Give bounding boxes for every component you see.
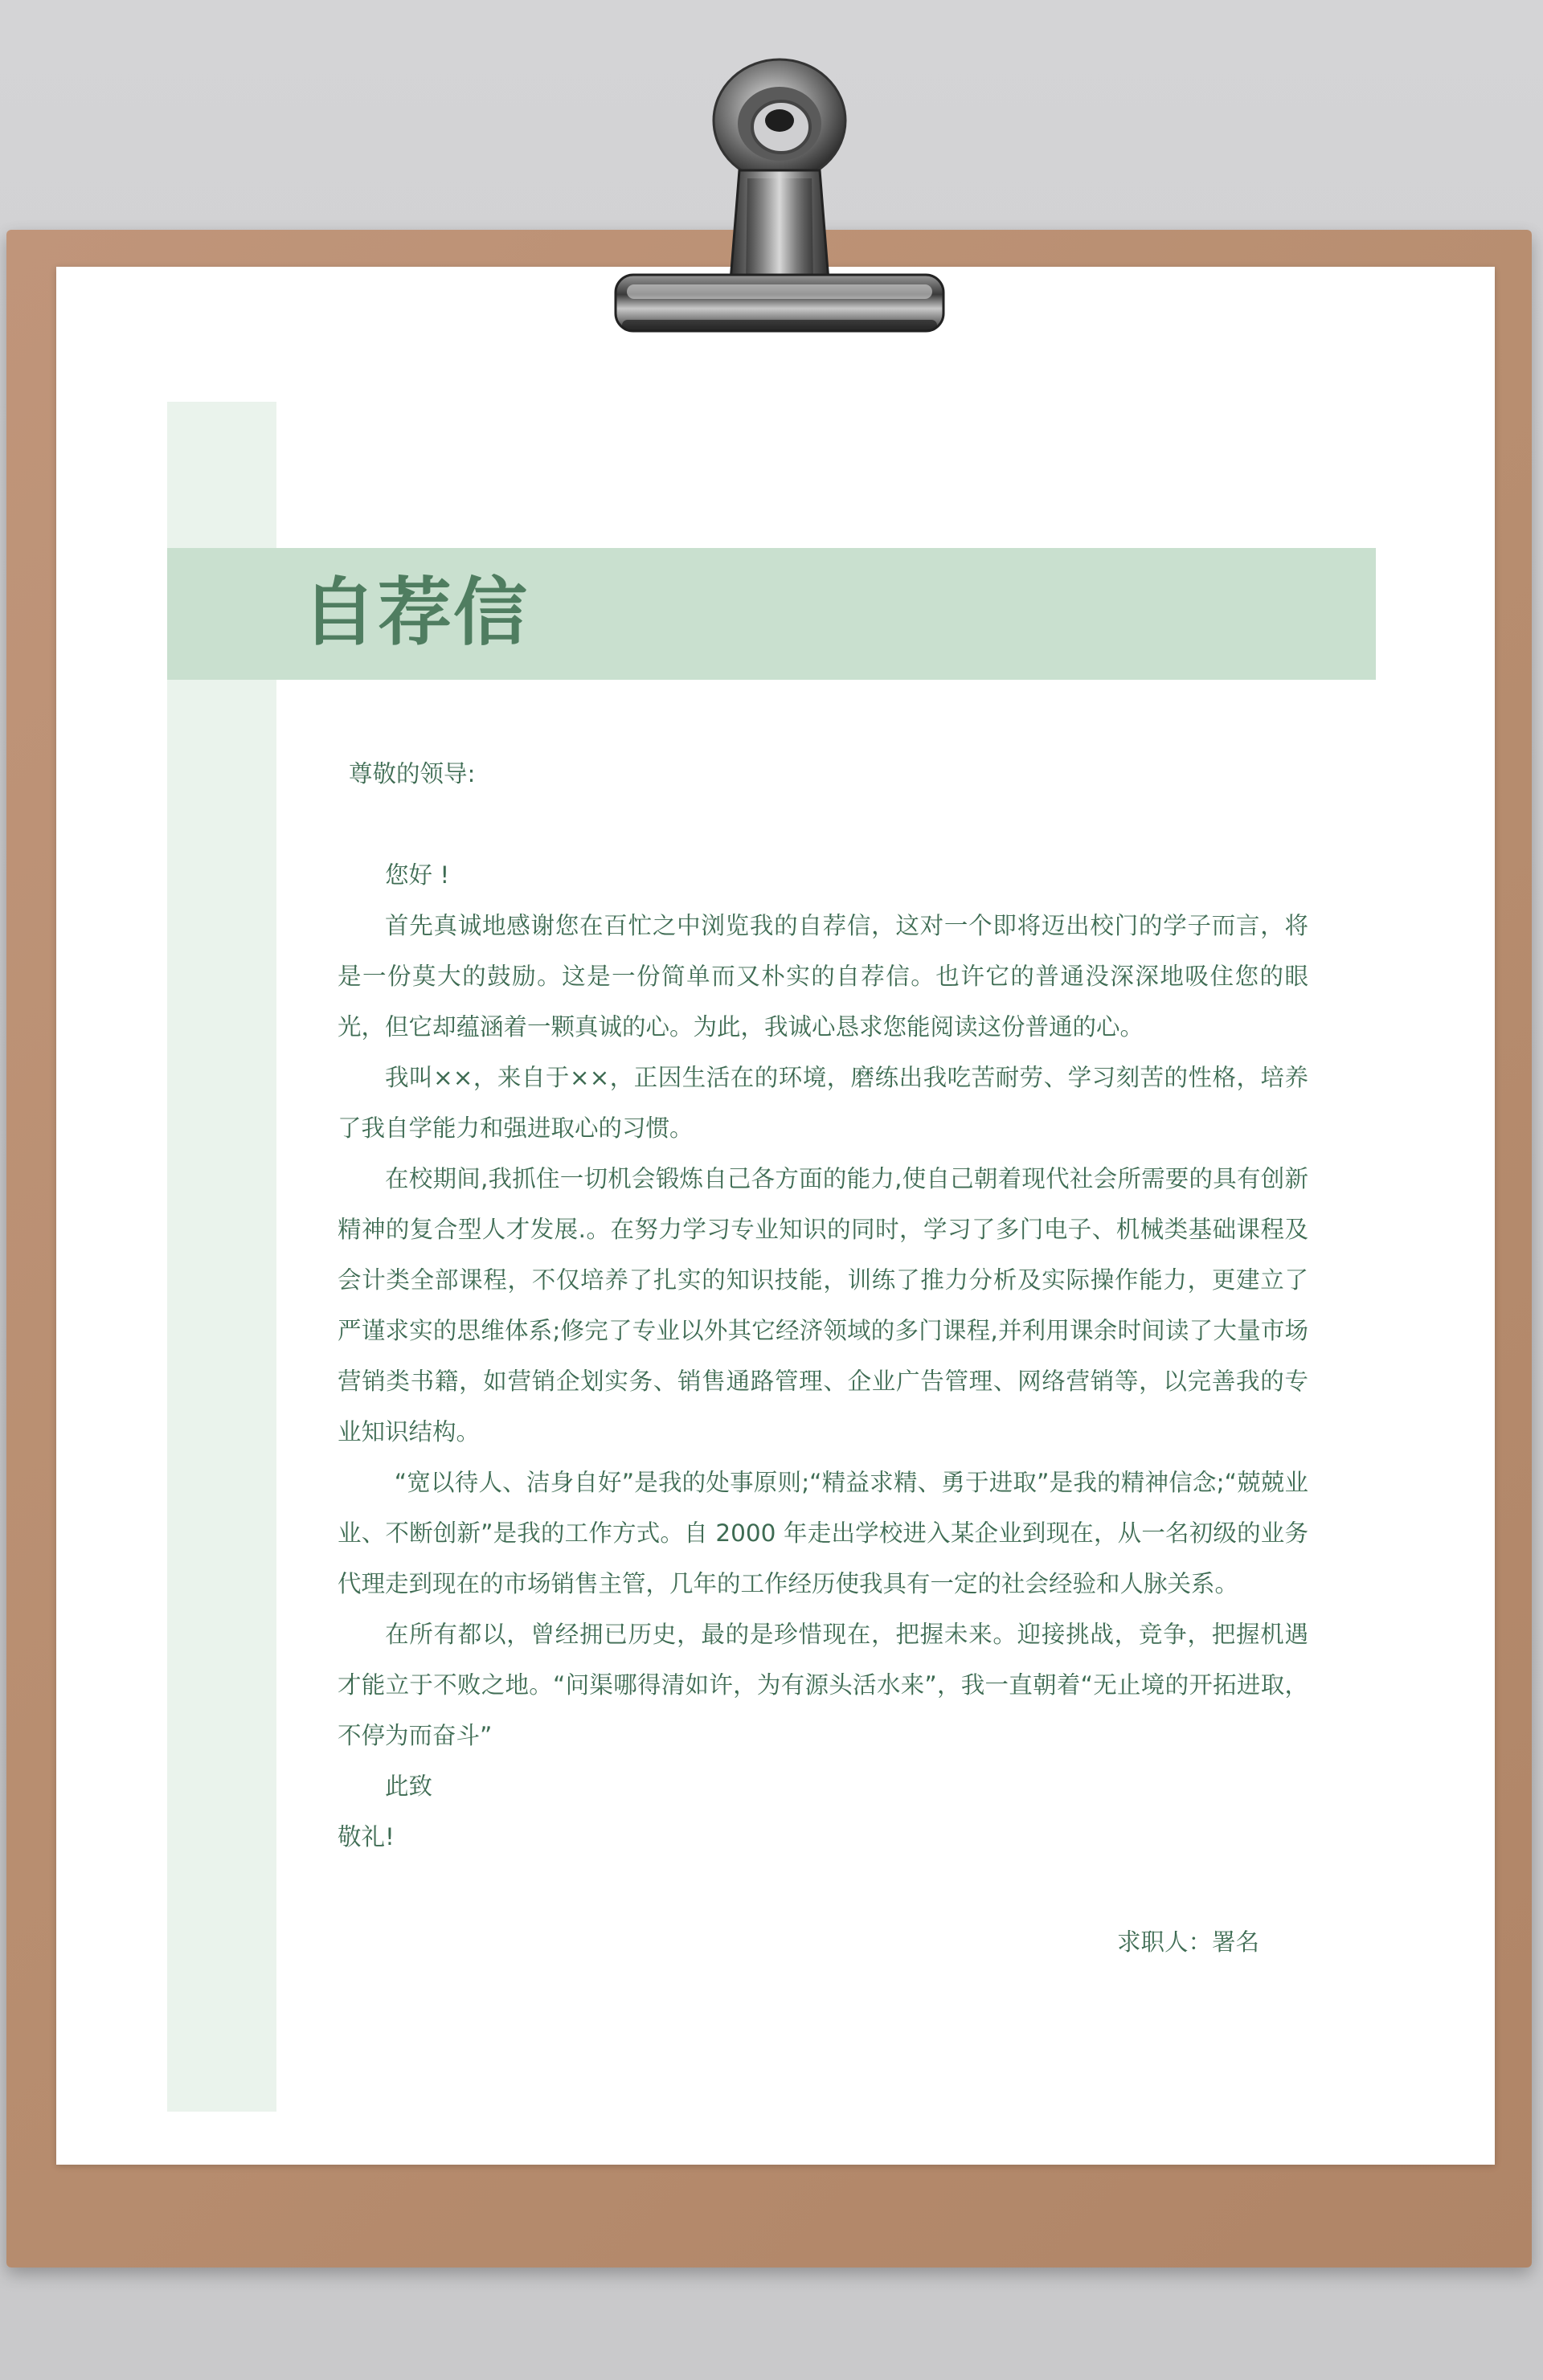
- paragraph: 首先真诚地感谢您在百忙之中浏览我的自荐信，这对一个即将迈出校门的学子而言，将是一份莫大的鼓励。这是一份简单而又朴实的自荐信。也许它的普通没深深地吸住您的眼光，但它却蕴涵着一颗真诚的心。为此，我诚心恳求您能阅读这份普通的心。: [338, 912, 1308, 1041]
- binder-clip-icon: [611, 50, 948, 355]
- closing-salute: 敬礼!: [338, 1823, 395, 1850]
- greeting: 您好 !: [385, 861, 450, 889]
- signature: 求职人：署名: [1117, 1928, 1260, 1956]
- paragraph: 我叫××，来自于××，正因生活在的环境，磨练出我吃苦耐劳、学习刻苦的性格，培养了我自学能力和强进取心的习惯。: [338, 1064, 1308, 1142]
- paragraph: 在所有都以，曾经拥已历史，最的是珍惜现在，把握未来。迎接挑战，竞争，把握机遇才能立于不败之地。“问渠哪得清如许，为有源头活水来”，我一直朝着“无止境的开拓进取，不停为而奋斗”: [338, 1621, 1308, 1749]
- paragraph: “宽以待人、洁身自好”是我的处事原则;“精益求精、勇于进取”是我的精神信念;“兢兢业业、不断创新”是我的工作方式。自 2000 年走出学校进入某企业到现在，从一名初级的业务代理走到现在的市场销售主管，几年的工作经历使我具有一定的社会经验和人脉关系。: [338, 1469, 1308, 1597]
- letter-body: [338, 850, 1308, 1863]
- paragraph: 在校期间,我抓住一切机会锻炼自己各方面的能力,使自己朝着现代社会所需要的具有创新精神的复合型人才发展.。在努力学习专业知识的同时，学习了多门电子、机械类基础课程及会计类全部课程，不仅培养了扎实的知识技能，训练了推力分析及实际操作能力，更建立了严谨求实的思维体系;修完了专业以外其它经济领域的多门课程,并利用课余时间读了大量市场营销类书籍，如营销企划实务、销售通路管理、企业广告管理、网络营销等，以完善我的专业知识结构。: [338, 1165, 1308, 1446]
- salutation: 尊敬的领导:: [349, 760, 476, 787]
- page-title: 自荐信: [302, 570, 530, 656]
- closing-regards: 此致: [385, 1773, 433, 1800]
